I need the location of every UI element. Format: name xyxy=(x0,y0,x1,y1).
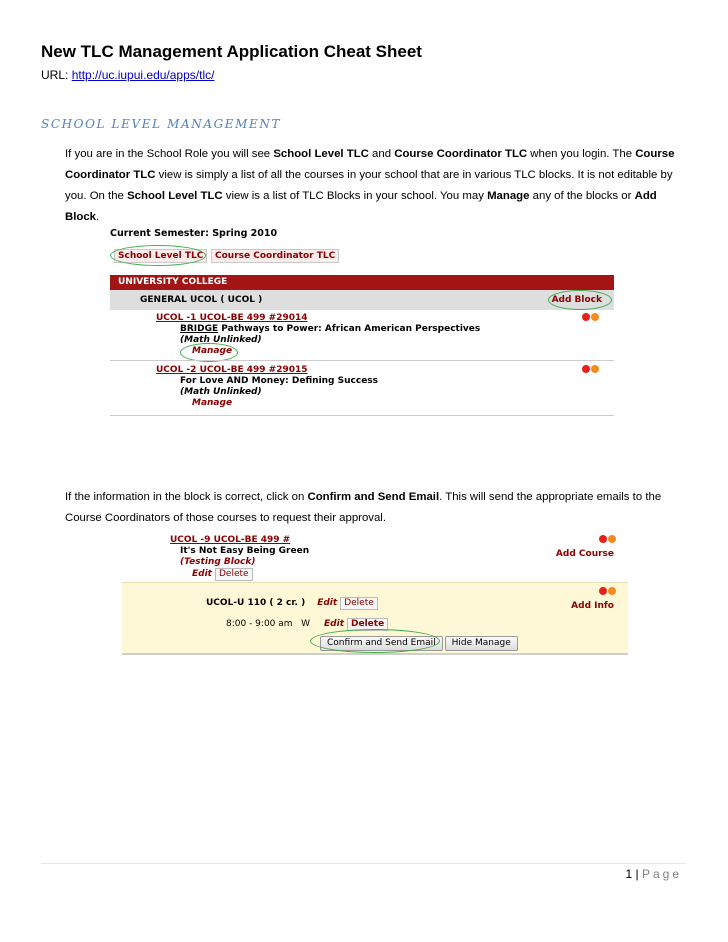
course-time: 8:00 - 9:00 am W xyxy=(226,619,311,629)
para1-segment: view is simply a list of all the courses in your school that are in various TLC blocks. It is not editable by you. On the xyxy=(65,169,673,202)
block-2-status-dots xyxy=(581,365,599,376)
page-footer xyxy=(625,867,682,881)
block-delete-button[interactable]: Delete xyxy=(215,568,253,581)
testing-block-label: (Testing Block) xyxy=(180,557,256,567)
add-course-link[interactable]: Add Course xyxy=(555,549,614,559)
para1-segment: Add Block xyxy=(65,190,657,223)
para1-segment: . xyxy=(96,211,100,223)
paragraph-confirm xyxy=(65,487,685,529)
red-dot-icon xyxy=(599,535,607,543)
orange-dot-icon xyxy=(608,587,616,595)
document-title: New TLC Management Application Cheat Sheet xyxy=(41,42,422,61)
block-1-manage-link[interactable]: Manage xyxy=(192,346,233,356)
block-2-math: (Math Unlinked) xyxy=(180,387,262,397)
testing-block-code[interactable]: UCOL -9 UCOL-BE 499 # xyxy=(170,535,291,545)
divider xyxy=(122,653,628,655)
block-2-title: For Love AND Money: Defining Success xyxy=(180,376,379,386)
add-info-link[interactable]: Add Info xyxy=(571,601,614,611)
para2-segment: If the information in the block is correct, click on xyxy=(65,491,308,503)
testing-status-dots xyxy=(598,535,616,546)
orange-dot-icon xyxy=(591,365,599,373)
red-dot-icon xyxy=(582,313,590,321)
block-2-manage-link[interactable]: Manage xyxy=(192,398,233,408)
para1-segment: School Level TLC xyxy=(127,190,223,202)
time-delete-button[interactable]: Delete xyxy=(347,618,388,631)
red-dot-icon xyxy=(582,365,590,373)
block-2-code[interactable]: UCOL -2 UCOL-BE 499 #29015 xyxy=(156,365,308,375)
divider xyxy=(110,415,614,416)
para1-segment: If you are in the School Role you will see xyxy=(65,148,274,160)
section-heading: SCHOOL LEVEL MANAGEMENT xyxy=(41,117,282,131)
tab-course-coordinator[interactable]: Course Coordinator TLC xyxy=(211,249,339,263)
hide-manage-button[interactable]: Hide Manage xyxy=(445,636,518,651)
block-1-math: (Math Unlinked) xyxy=(180,335,262,345)
para1-segment: Course Coordinator TLC xyxy=(394,148,528,160)
para1-segment: and xyxy=(368,148,395,160)
general-row xyxy=(110,290,614,310)
testing-block xyxy=(170,535,309,581)
course-delete-button[interactable]: Delete xyxy=(340,597,378,610)
url-label: URL: xyxy=(41,68,72,82)
para1-segment: any of the blocks or xyxy=(529,190,635,202)
current-semester: Current Semester: Spring 2010 xyxy=(110,228,278,239)
para1-segment: Manage xyxy=(487,190,530,202)
course-edit-link[interactable]: Edit xyxy=(317,598,338,608)
para1-segment: view is a list of TLC Blocks in your school. You may xyxy=(222,190,488,202)
screenshot-school-level xyxy=(110,228,614,416)
block-1-title-rest: Pathways to Power: African American Perspectives xyxy=(218,324,481,334)
college-header: UNIVERSITY COLLEGE xyxy=(110,275,614,290)
general-label: GENERAL UCOL ( UCOL ) xyxy=(140,295,263,305)
red-dot-icon xyxy=(599,587,607,595)
highlight-circle-confirm xyxy=(310,629,440,653)
url-line xyxy=(41,68,214,82)
course-row xyxy=(206,597,378,610)
screenshot-confirm xyxy=(122,535,628,656)
page-word: Page xyxy=(641,867,682,881)
page-separator: | xyxy=(632,867,642,881)
block-edit-link[interactable]: Edit xyxy=(192,569,212,579)
orange-dot-icon xyxy=(608,535,616,543)
block-1-code[interactable]: UCOL -1 UCOL-BE 499 #29014 xyxy=(156,313,308,323)
footer-divider xyxy=(41,863,686,864)
para1-segment: when you login. The xyxy=(527,148,636,160)
highlight-circle-tab xyxy=(110,245,206,266)
orange-dot-icon xyxy=(591,313,599,321)
para2-segment: . This will send the appropriate emails to the Course Coordinators of those courses to request their approval. xyxy=(65,491,662,524)
divider xyxy=(110,360,614,361)
block-2 xyxy=(156,365,378,409)
tab-school-level[interactable]: School Level TLC xyxy=(114,249,207,263)
para1-segment: Course Coordinator TLC xyxy=(65,148,675,181)
url-link[interactable]: http://uc.iupui.edu/apps/tlc/ xyxy=(71,68,215,82)
course-panel xyxy=(122,582,628,653)
block-1-title-bold: BRIDGE xyxy=(180,324,219,334)
highlight-circle-add-block xyxy=(548,290,612,310)
time-edit-link[interactable]: Edit xyxy=(324,619,344,629)
testing-block-title: It's Not Easy Being Green xyxy=(180,546,310,556)
paragraph-school-role xyxy=(65,144,685,228)
confirm-send-email-button[interactable]: Confirm and Send Email xyxy=(320,636,443,651)
add-block-button[interactable]: Add Block xyxy=(551,295,602,305)
block-1-title xyxy=(156,324,480,335)
course-status-dots xyxy=(598,587,616,598)
para1-segment: School Level TLC xyxy=(273,148,369,160)
block-1-status-dots xyxy=(581,313,599,324)
para2-segment: Confirm and Send Email xyxy=(307,491,440,503)
page-number: 1 xyxy=(625,867,633,881)
course-code: UCOL-U 110 ( 2 cr. ) xyxy=(206,598,306,608)
